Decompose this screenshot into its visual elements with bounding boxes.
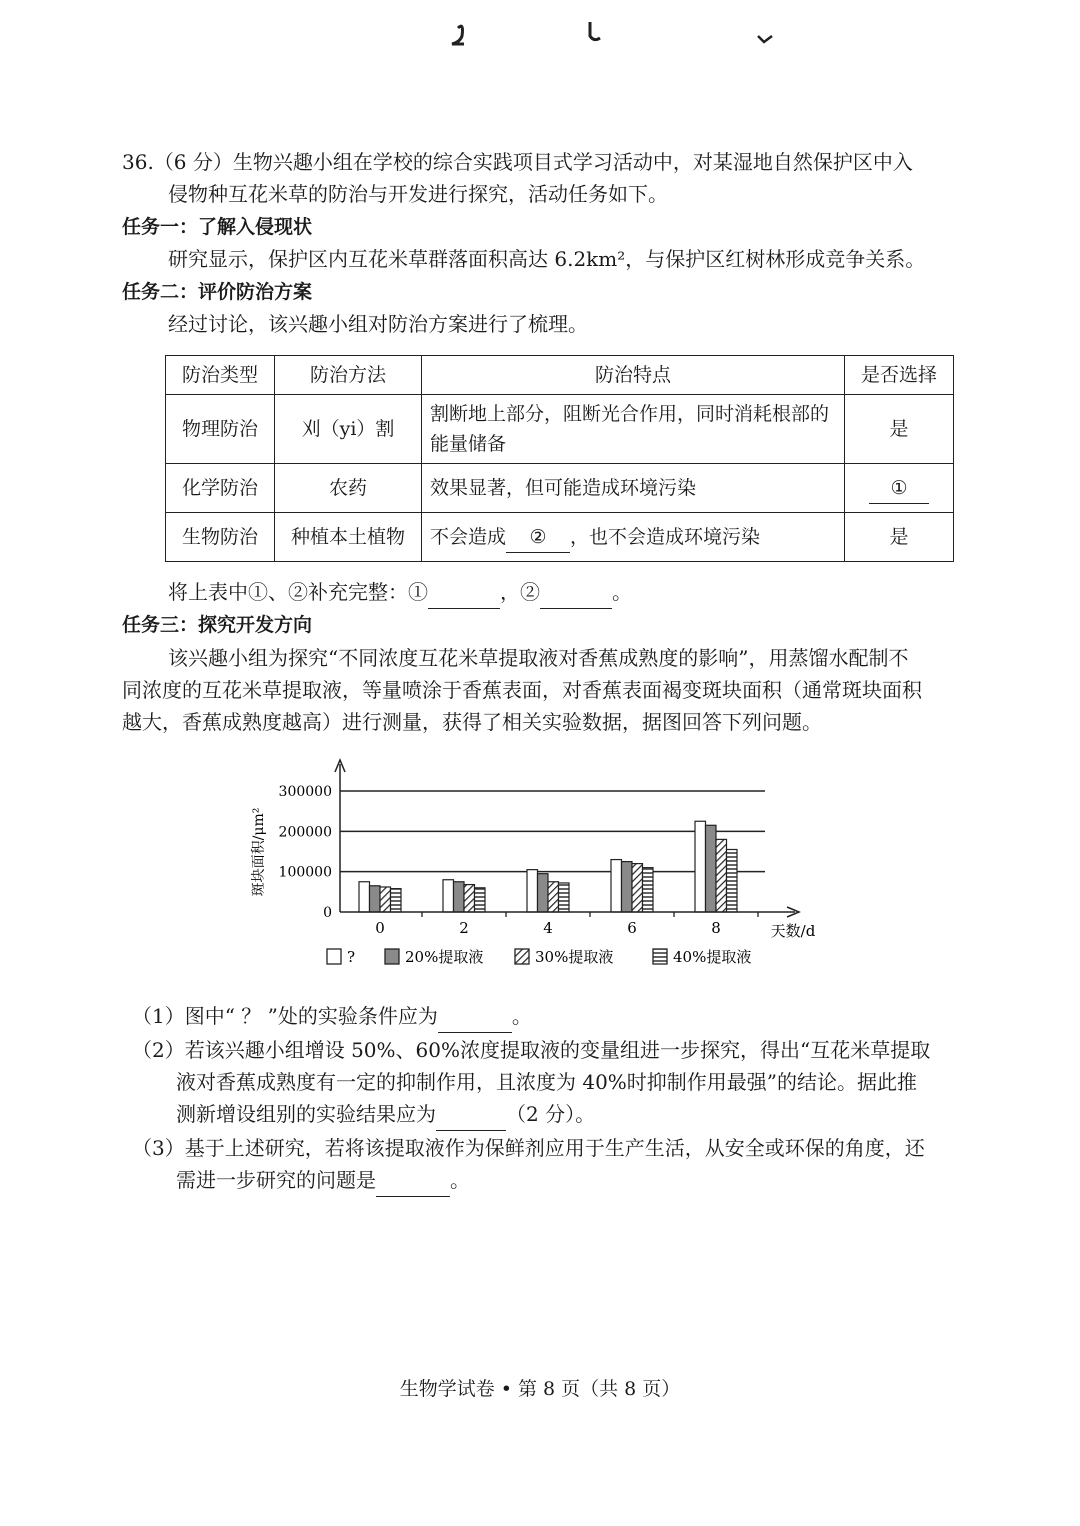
bar	[359, 882, 370, 912]
q3-line2	[176, 1164, 470, 1197]
fill-blank-2[interactable]	[540, 576, 612, 609]
bar	[443, 880, 454, 912]
fill-blank-1[interactable]	[428, 576, 500, 609]
header-feature: 防治特点	[422, 356, 845, 395]
question-header-line2: 侵物种互花米草的防治与开发进行探究，活动任务如下。	[168, 182, 668, 206]
control-plan-table	[165, 355, 954, 562]
task1-text: 研究显示，保护区内互花米草群落面积高达 6.2km²，与保护区红树林形成竞争关系。	[168, 247, 926, 271]
bar	[454, 882, 465, 912]
bar	[622, 862, 633, 912]
fill-text-b: ，②	[500, 580, 540, 604]
x-tick-label: 8	[711, 919, 721, 937]
task3-line3: 越大，香蕉成熟度越高）进行测量，获得了相关实验数据，据图回答下列问题。	[122, 710, 822, 734]
answer-blank-2[interactable]: ②	[506, 522, 570, 553]
header-choice: 是否选择	[845, 356, 954, 395]
cell-type: 化学防治	[166, 464, 275, 513]
q2-line1: （2）若该兴趣小组增设 50%、60%浓度提取液的变量组进一步探究，得出“互花米草提取	[132, 1038, 931, 1062]
feature-text-a: 不会造成	[430, 525, 507, 548]
cell-feature	[422, 513, 845, 562]
q2-line3	[176, 1098, 595, 1131]
header-type: 防治类型	[166, 356, 275, 395]
y-tick-label: 300000	[278, 784, 332, 800]
task3-line2: 同浓度的互花米草提取液，等量喷涂于香蕉表面，对香蕉表面褐变斑块面积（通常斑块面积	[122, 678, 922, 702]
fill-text-c: 。	[612, 580, 632, 604]
bar	[727, 849, 738, 912]
q2-blank[interactable]	[436, 1098, 506, 1131]
bar	[632, 864, 643, 912]
legend-swatch	[327, 949, 341, 964]
x-tick-label: 4	[543, 919, 553, 937]
bar	[380, 887, 391, 912]
legend-swatch	[653, 949, 667, 964]
q1-line	[132, 1000, 532, 1033]
task3-line1: 该兴趣小组为探究“不同浓度互花米草提取液对香蕉成熟度的影响”，用蒸馏水配制不	[168, 646, 909, 670]
bar	[611, 860, 622, 912]
legend-label: 40%提取液	[673, 948, 752, 966]
cell-method: 种植本土植物	[275, 513, 422, 562]
answer-blank-1[interactable]: ①	[869, 473, 929, 504]
q2-line2: 液对香蕉成熟度有一定的抑制作用，且浓度为 40%时抑制作用最强”的结论。据此推	[176, 1070, 918, 1094]
fill-text-a: 将上表中①、②补充完整：①	[168, 580, 428, 604]
bar	[548, 882, 559, 912]
table-header-row	[166, 356, 954, 395]
bar	[643, 868, 654, 912]
task2-title: 任务二：评价防治方案	[122, 281, 313, 303]
q3-blank[interactable]	[376, 1164, 450, 1197]
cell-method: 刈（yi）割	[275, 395, 422, 464]
q2-end: （2 分）。	[506, 1102, 596, 1126]
bar	[475, 888, 486, 912]
page-footer: 生物学试卷 • 第 8 页（共 8 页）	[399, 1378, 681, 1400]
y-tick-label: 100000	[278, 864, 332, 881]
bar	[391, 889, 402, 912]
fill-instruction	[168, 576, 632, 609]
x-tick-label: 2	[459, 919, 469, 937]
task1-title: 任务一：了解入侵现状	[122, 216, 313, 238]
bar	[559, 883, 570, 912]
bar	[716, 839, 727, 912]
bar	[527, 870, 538, 912]
x-tick-label: 0	[375, 919, 385, 937]
table-row	[166, 464, 954, 513]
cell-type: 物理防治	[166, 395, 275, 464]
cell-feature: 割断地上部分，阻断光合作用，同时消耗根部的能量储备	[422, 395, 845, 464]
table-row	[166, 513, 954, 562]
bar	[538, 874, 549, 912]
cell-feature: 效果显著，但可能造成环境污染	[422, 464, 845, 513]
q3-end: 。	[450, 1168, 470, 1192]
feature-text-b: ，也不会造成环境污染	[570, 525, 761, 548]
y-tick-label: 200000	[278, 824, 332, 841]
bar-chart	[245, 752, 845, 984]
legend-swatch	[385, 949, 399, 964]
task3-title: 任务三：探究开发方向	[122, 614, 313, 636]
q3-text: 需进一步研究的问题是	[176, 1168, 376, 1192]
scan-marks	[440, 12, 800, 52]
cell-method: 农药	[275, 464, 422, 513]
legend-label: 30%提取液	[535, 948, 614, 966]
bar	[706, 825, 717, 912]
cell-choice: 是	[845, 513, 954, 562]
bar	[370, 886, 381, 912]
q1-text: （1）图中“ ？ ”处的实验条件应为	[132, 1004, 438, 1028]
legend-label: 20%提取液	[405, 948, 484, 966]
q3-line1: （3）基于上述研究，若将该提取液作为保鲜剂应用于生产生活，从安全或环保的角度，还	[132, 1136, 925, 1160]
legend-swatch	[515, 949, 529, 964]
bar	[464, 885, 475, 912]
q1-blank[interactable]	[438, 1000, 512, 1033]
bar	[695, 821, 706, 912]
x-axis-label: 天数/d	[770, 922, 816, 940]
cell-choice: 是	[845, 395, 954, 464]
question-header-line1: 36.（6 分）生物兴趣小组在学校的综合实践项目式学习活动中，对某湿地自然保护区中入	[122, 150, 913, 174]
q2-text: 测新增设组别的实验结果应为	[176, 1102, 436, 1126]
q1-end: 。	[511, 1004, 532, 1028]
cell-type: 生物防治	[166, 513, 275, 562]
header-method: 防治方法	[275, 356, 422, 395]
table-row	[166, 395, 954, 464]
cell-choice	[845, 464, 954, 513]
y-axis-label: 斑块面积/μm²	[251, 807, 267, 897]
task2-text: 经过讨论，该兴趣小组对防治方案进行了梳理。	[168, 312, 588, 336]
x-tick-label: 6	[627, 919, 637, 937]
y-tick-label: 0	[323, 905, 332, 921]
legend-label: ?	[347, 948, 356, 966]
